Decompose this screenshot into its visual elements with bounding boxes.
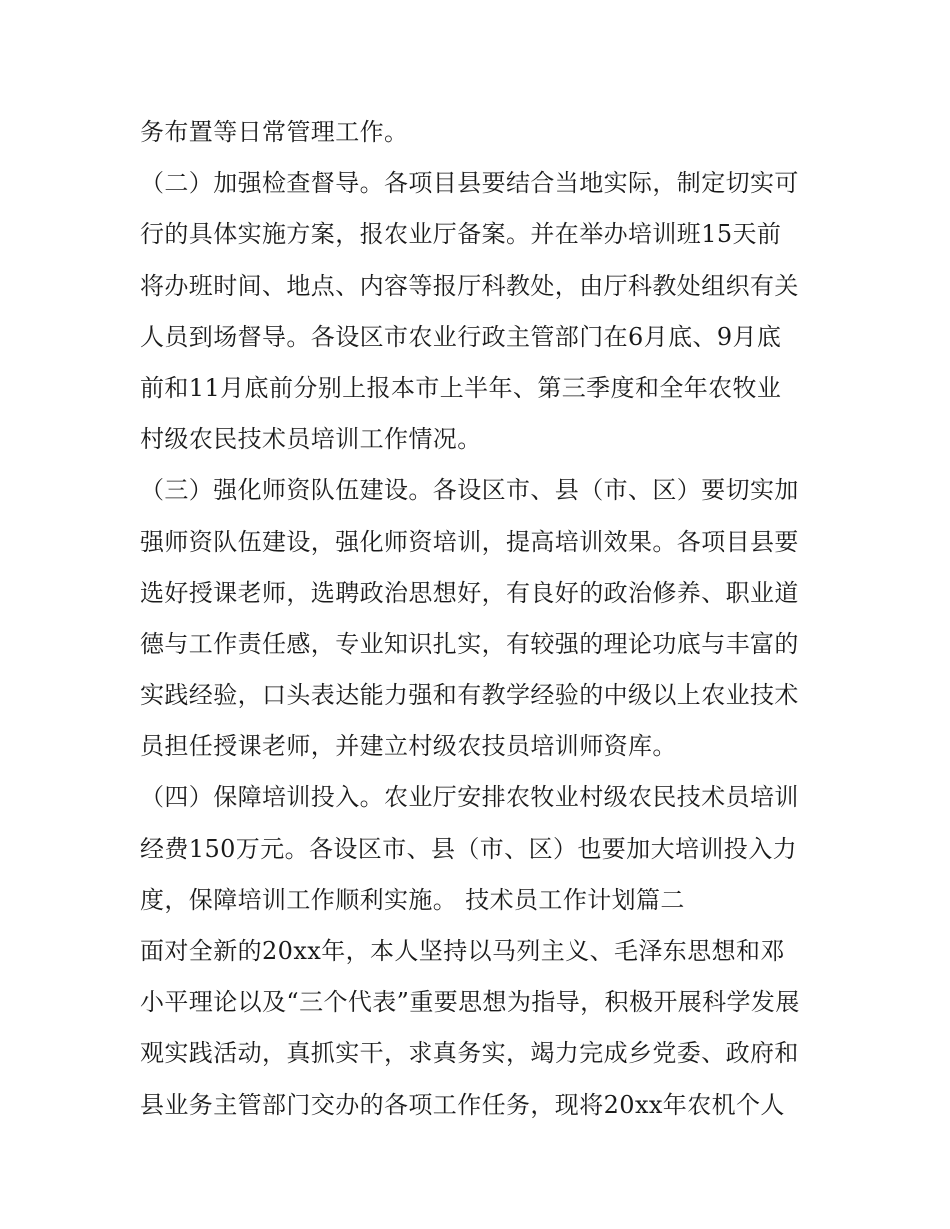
text-line: 员担任授课老师，并建立村级农技员培训师资库。 [140, 732, 677, 761]
text-line: 强师资队伍建设，强化师资培训，提高培训效果。各项目县要 [140, 527, 799, 556]
text-line: 小平理论以及“三个代表”重要思想为指导，积极开展科学发展 [140, 988, 800, 1017]
text-line: 行的具体实施方案，报农业厅备案。并在举办培训班15天前 [140, 220, 782, 249]
text-line: 人员到场督导。各设区市农业行政主管部门在6月底、9月底 [140, 322, 782, 351]
text-line: 度，保障培训工作顺利实施。 技术员工作计划篇二 [140, 885, 685, 914]
text-line: 前和11月底前分别上报本市上半年、第三季度和全年农牧业 [140, 373, 782, 402]
text-line: 选好授课老师，选聘政治思想好，有良好的政治修养、职业道 [140, 578, 799, 607]
text-line: （三）强化师资队伍建设。各设区市、县（市、区）要切实加 [140, 476, 799, 505]
text-line: 德与工作责任感，专业知识扎实，有较强的理论功底与丰富的 [140, 629, 799, 658]
text-line: （四）保障培训投入。农业厅安排农牧业村级农民技术员培训 [140, 783, 799, 812]
text-line: 务布置等日常管理工作。 [140, 118, 409, 146]
text-line: （二）加强检查督导。各项目县要结合当地实际，制定切实可 [140, 169, 799, 198]
text-line: 经费150万元。各设区市、县（市、区）也要加大培训投入力 [140, 834, 798, 863]
text-line: 面对全新的20xx年，本人坚持以马列主义、毛泽东思想和邓 [140, 937, 785, 965]
text-line: 村级农民技术员培训工作情况。 [140, 425, 482, 454]
text-line: 实践经验，口头表达能力强和有教学经验的中级以上农业技术 [140, 681, 799, 710]
text-line: 县业务主管部门交办的各项工作任务，现将20xx年农机个人 [140, 1090, 785, 1119]
text-line: 将办班时间、地点、内容等报厅科教处，由厅科教处组织有关 [140, 271, 799, 300]
document-body [140, 107, 820, 1131]
text-line: 观实践活动，真抓实干，求真务实，竭力完成乡党委、政府和 [140, 1039, 799, 1068]
